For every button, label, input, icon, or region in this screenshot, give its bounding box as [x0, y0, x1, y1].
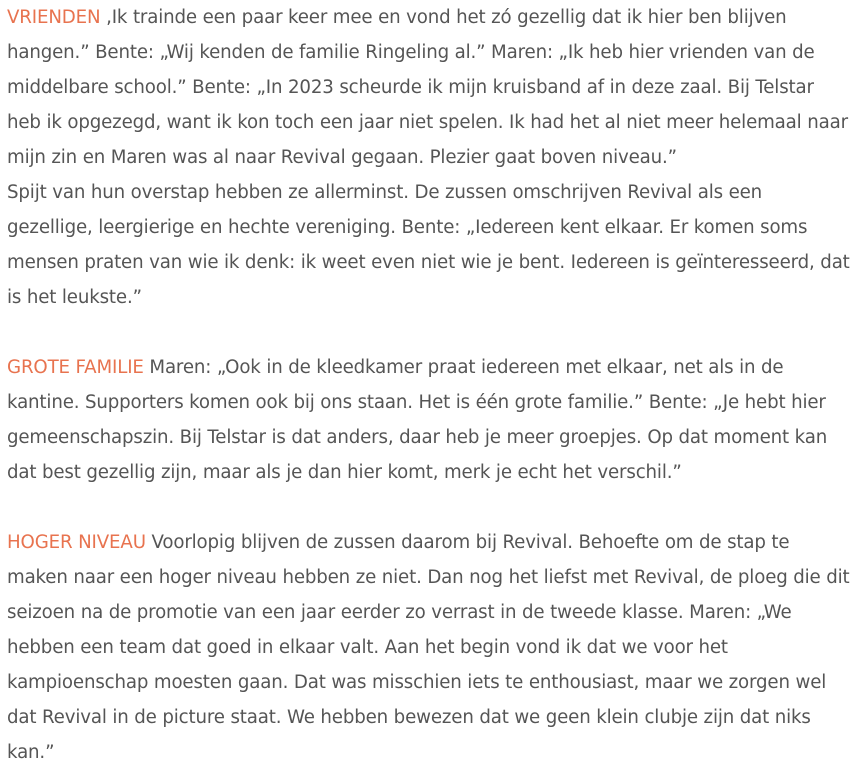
paragraph-spacer — [7, 315, 852, 350]
paragraph-vrienden — [7, 0, 852, 175]
section-heading-vrienden: VRIENDEN — [7, 7, 101, 28]
paragraph-hoger-niveau — [7, 525, 852, 770]
section-heading-grote-familie: GROTE FAMILIE — [7, 357, 144, 378]
paragraph-grote-familie — [7, 350, 852, 490]
paragraph-text: Voorlopig blijven de zussen daarom bij Revival. Behoefte om de stap te maken naar een hoger niveau hebben ze niet. Dan nog het liefst met Revival, de ploeg die dit seizoen na de promotie van een jaar eerder zo verrast in de tweede klasse. Maren: „We hebben een team dat goed in elkaar valt. Aan het begin vond ik dat we voor het kampioenschap moesten gaan. Dat was misschien iets te enthousiast, maar we zorgen wel dat Revival in de picture staat. We hebben bewezen dat we geen klein clubje zijn dat niks kan.” — [7, 532, 850, 763]
paragraph-overstap: Spijt van hun overstap hebben ze allerminst. De zussen omschrijven Revival als een gezellige, leergierige en hechte vereniging. Bente: „Iedereen kent elkaar. Er komen soms mensen praten van wie ik denk: ik weet even niet wie je bent. Iedereen is geïnteresseerd, dat is het leukste.” — [7, 182, 850, 308]
section-heading-hoger-niveau: HOGER NIVEAU — [7, 532, 146, 553]
paragraph-text: ,Ik trainde een paar keer mee en vond het zó gezellig dat ik hier ben blijven hangen.” Bente: „Wij kenden de familie Ringeling al.” Maren: „Ik heb hier vrienden van de middelbare school.” Bente: „In 2023 scheurde ik mijn kruisband af in deze zaal. Bij Telstar heb ik opgezegd, want ik kon toch een jaar niet spelen. Ik had het al niet meer helemaal naar mijn zin en Maren was al naar Revival gegaan. Plezier gaat boven niveau.” — [7, 7, 848, 168]
paragraph-text: Maren: „Ook in de kleedkamer praat iedereen met elkaar, net als in de kantine. Supporters komen ook bij ons staan. Het is één grote familie.” Bente: „Je hebt hier gemeenschapszin. Bij Telstar is dat anders, daar heb je meer groepjes. Op dat moment kan dat best gezellig zijn, maar als je dan hier komt, merk je echt het verschil.” — [7, 357, 828, 483]
paragraph-spacer — [7, 490, 852, 525]
